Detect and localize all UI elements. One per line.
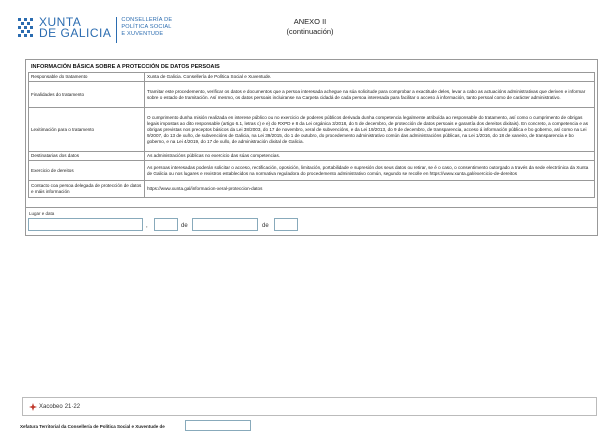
row-label: Exercicio de dereitos <box>29 161 145 181</box>
data-protection-table <box>28 72 595 198</box>
data-protection-section <box>25 59 598 208</box>
table-row <box>29 82 595 108</box>
row-text: O cumprimento dunha misión realizada en interese público ou no exercicio de poderes públicos derivada dunha competencia legalmente atribuída ao responsable do tratamento, así como o cumprimento de obrigas legais impostas ao dito responsable (artigo 6.1, letras c) e e) do RXPD e 8 da Lei orgánica 3/2018, do 5 de decembro, de protección de datos persoais e garantía dos dereitos dixitais). En concreto, a competencia e as obrigas previstas nos preceptos básicos da Lei 38/2003, do 17 de novembro, xeral de subvencións, e da Lei 19/2013, do 9 de decembro, de transparencia, acceso á información pública e bo goberno, así como na Lei 9/2007, do 13 de xuño, de subvencións de Galicia, na Lei 39/2015, do 1 de outubro, do procedemento administrativo común das administracións públicas, na Lei 1/2016, do 18 de xaneiro, de transparencia e bo goberno, e na Lei 4/2019, do 17 de xullo, de administración dixital de Galicia. <box>145 108 595 152</box>
logo-divider <box>116 17 117 43</box>
xunta-emblem-icon <box>17 17 35 41</box>
month-input[interactable] <box>192 218 258 231</box>
row-text: https://www.xunta.gal/informacion-xeral-proteccion-datos <box>145 181 595 198</box>
xacobeo-brand: Xacobeo <box>39 404 63 410</box>
consellaria-line-1: CONSELLERÍA DE <box>121 17 173 23</box>
row-text: As administracións públicas no exercicio das súas competencias. <box>145 152 595 161</box>
day-input[interactable] <box>154 218 178 231</box>
row-label: Lexitimación para o tratamento <box>29 108 145 152</box>
row-label: Finalidades do tratamento <box>29 82 145 108</box>
consellaria-line-3: E XUVENTUDE <box>121 31 164 37</box>
row-label: Responsable do tratamento <box>29 73 145 82</box>
de-label-1: de <box>181 223 188 229</box>
row-label: Destinatarias dos datos <box>29 152 145 161</box>
table-row <box>29 161 595 181</box>
place-input[interactable] <box>28 218 143 231</box>
xunta-wordmark <box>39 17 111 39</box>
row-label: Contacto coa persoa delegada de protección de datos e máis información <box>29 181 145 198</box>
anexo-heading <box>262 17 358 37</box>
section-title: INFORMACIÓN BÁSICA SOBRE A PROTECCIÓN DE DATOS PERSOAIS <box>31 64 220 70</box>
row-text: As persoas interesadas poderán solicitar o acceso, rectificación, oposición, limitación, portabilidade e supresión dos seus datos ou retirar, se é o caso, o consentimento outorgado a través da sede electrónica da Xunta de Galicia ou nos lugares e rexistros establecidos na normativa reguladora do procedemento administrativo común, segundo se recolle en https://www.xunta.gal/exercicio-de-dereitos <box>145 161 595 181</box>
place-date-caption: Lugar e data <box>29 211 55 216</box>
anexo-subtitle: (continuación) <box>286 27 334 36</box>
xunta-logo <box>17 17 172 43</box>
table-row <box>29 73 595 82</box>
de-label-2: de <box>262 223 269 229</box>
jefatura-label: Xefatura Territorial da Consellería de Política Social e Xuventude de <box>20 424 165 429</box>
place-date-section <box>25 208 598 236</box>
anexo-title: ANEXO II <box>293 17 327 26</box>
jefatura-input[interactable] <box>185 420 251 431</box>
year-input[interactable] <box>274 218 298 231</box>
logo-line-2: DE GALICIA <box>39 26 112 40</box>
table-row <box>29 108 595 152</box>
consellaria-name <box>121 17 172 38</box>
logo-line-1: XUNTA <box>39 15 82 29</box>
row-text: Tramitar este procedemento, verificar os datos e documentos que a persoa interesada achegue na súa solicitude para comprobar a exactitude deles, levar a cabo as actuacións administrativas que deriven e informar sobre o estado de tramitación. Así mesmo, os datos persoais incluiranse na Carpeta cidadá de cada persoa interesada para facilitar o acceso á información, tanto persoal como de carácter administrativo. <box>145 82 595 108</box>
xacobeo-years: 21·22 <box>64 404 81 410</box>
footer-box <box>22 397 597 416</box>
table-row <box>29 152 595 161</box>
comma-separator: , <box>146 223 148 229</box>
xacobeo-logo <box>29 403 80 411</box>
consellaria-line-2: POLÍTICA SOCIAL <box>121 24 172 30</box>
table-row <box>29 181 595 198</box>
row-text: Xunta de Galicia. Consellería de Política Social e Xuventude. <box>145 73 595 82</box>
xacobeo-star-icon <box>29 403 37 411</box>
